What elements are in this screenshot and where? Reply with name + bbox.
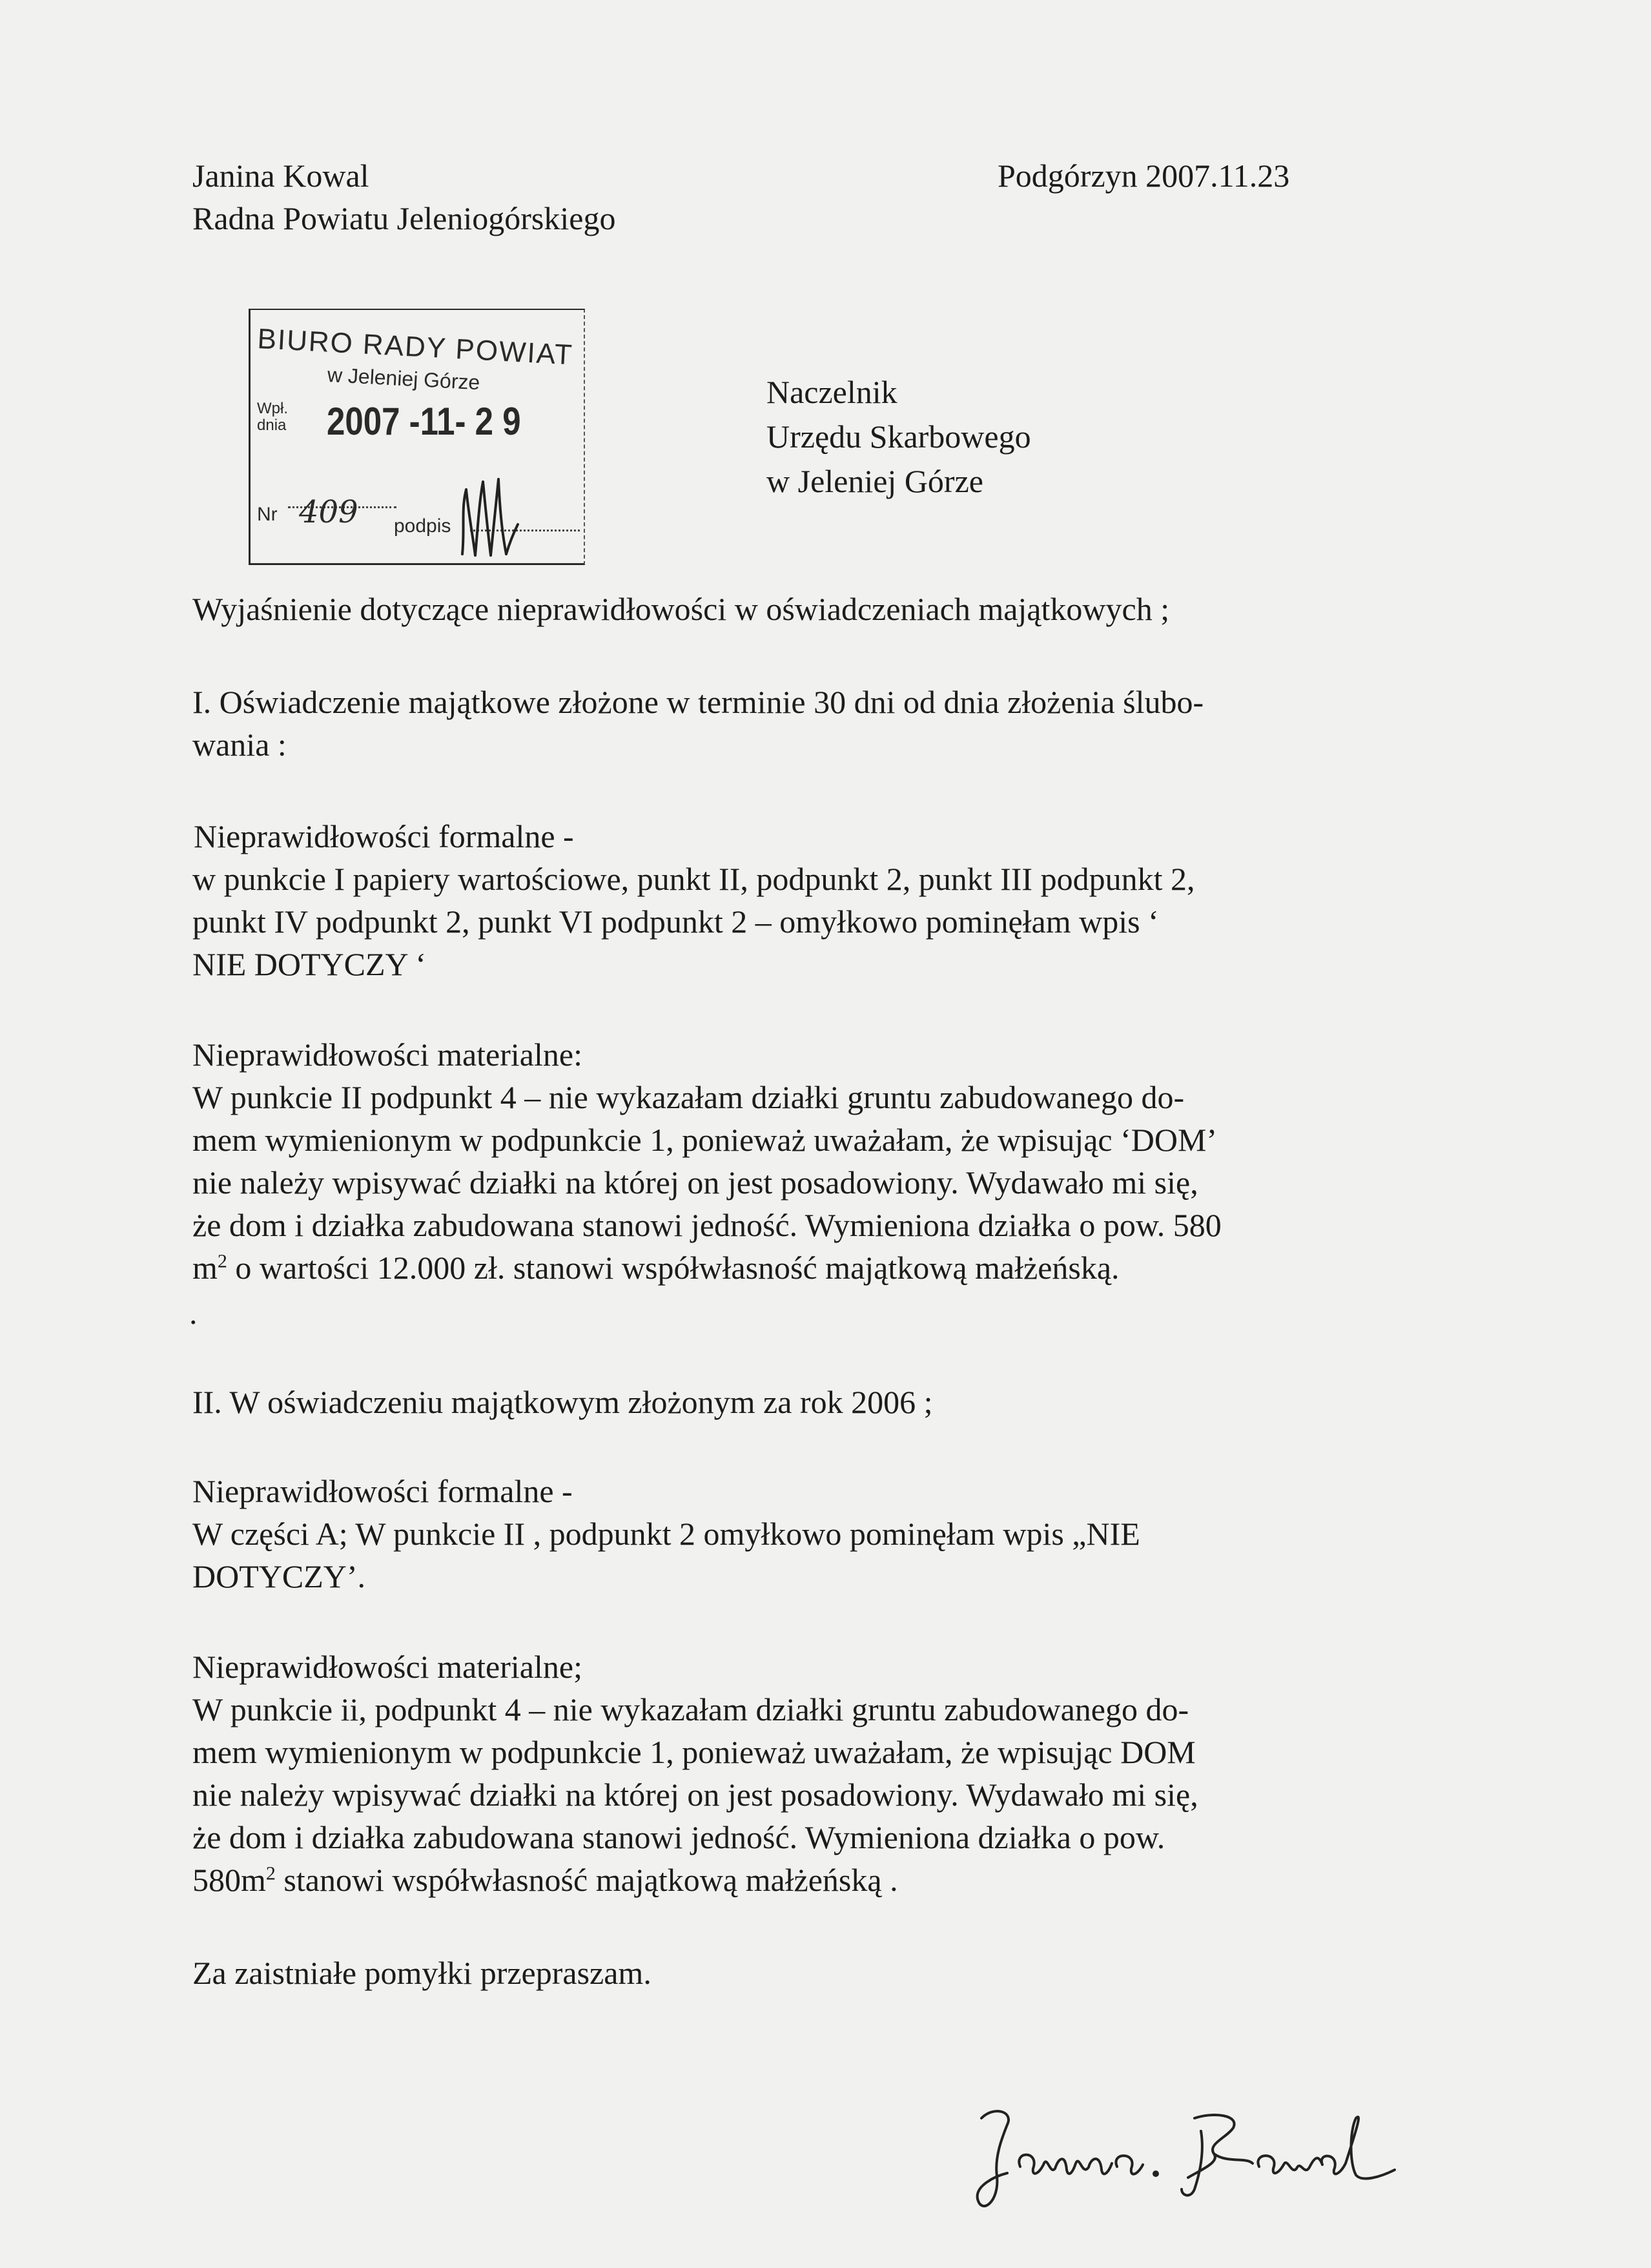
section2-formal-title: Nieprawidłowości formalne -	[192, 1473, 573, 1509]
subject: Wyjaśnienie dotyczące nieprawidłowości w oświadczeniach majątkowych ;	[192, 591, 1170, 627]
section2-heading: II. W oświadczeniu majątkowym złożonym za rok 2006 ;	[192, 1384, 933, 1420]
recipient-line2: Urzędu Skarbowego	[766, 418, 1031, 455]
section1-material-line: że dom i działka zabudowana stanowi jedność. Wymieniona działka o pow. 580	[192, 1207, 1222, 1243]
section1-material-line	[192, 1252, 1120, 1284]
stamp-wpl-label	[257, 400, 288, 434]
registry-stamp	[249, 309, 585, 565]
section1-material-line: W punkcie II podpunkt 4 – nie wykazałam działki gruntu zabudowanego do-	[192, 1079, 1185, 1115]
recipient-line1: Naczelnik	[766, 374, 897, 410]
stamp-nr-value: 409	[299, 494, 358, 530]
stamp-city: w Jeleniej Górze	[327, 363, 481, 395]
section2-material-line: W punkcie ii, podpunkt 4 – nie wykazałam działki gruntu zabudowanego do-	[192, 1691, 1189, 1727]
stamp-podpis-label: podpis	[394, 515, 451, 537]
stamp-date: 2007 -11- 2 9	[327, 400, 521, 443]
stamp-office: BIURO RADY POWIAT	[256, 323, 574, 371]
stamp-nr-label: Nr	[257, 504, 278, 525]
section2-material-line: nie należy wpisywać działki na której on jest posadowiony. Wydawało mi się,	[192, 1777, 1198, 1813]
section1-material-line: mem wymienionym w podpunkcie 1, ponieważ uważałam, że wpisując ‘DOM’	[192, 1122, 1218, 1158]
stamp-initials-icon	[456, 470, 520, 561]
place-date: Podgórzyn 2007.11.23	[998, 158, 1290, 194]
section1-heading-cont: wania :	[192, 727, 287, 763]
section2-m2-sup: 2	[265, 1862, 276, 1884]
section1-m2-sup: 2	[217, 1250, 227, 1272]
section2-material-line	[192, 1864, 898, 1896]
section1-heading: I. Oświadczenie majątkowe złożone w terminie 30 dni od dnia złożenia ślubo-	[192, 684, 1204, 720]
sender-title: Radna Powiatu Jeleniogórskiego	[192, 200, 616, 236]
section2-formal-line: W części A; W punkcie II , podpunkt 2 omyłkowo pominęłam wpis „NIE	[192, 1516, 1140, 1552]
signature-icon	[969, 2092, 1433, 2222]
sender-name: Janina Kowal	[192, 158, 369, 194]
section2-material-title: Nieprawidłowości materialne;	[192, 1649, 582, 1685]
stamp-dnia-text: dnia	[257, 417, 287, 434]
section1-m2-rest: o wartości 12.000 zł. stanowi współwłasność majątkową małżeńską.	[227, 1250, 1120, 1286]
section2-m2-rest: stanowi współwłasność majątkową małżeńską .	[275, 1862, 898, 1898]
section2-material-line: że dom i działka zabudowana stanowi jedność. Wymieniona działka o pow.	[192, 1819, 1165, 1855]
section1-formal-line: w punkcie I papiery wartościowe, punkt II, podpunkt 2, punkt III podpunkt 2,	[192, 861, 1195, 897]
section1-formal-line: NIE DOTYCZY ‘	[192, 946, 426, 982]
closing-line: Za zaistniałe pomyłki przepraszam.	[192, 1955, 651, 1991]
section2-m2-base: 580m	[192, 1862, 266, 1898]
section1-material-line: nie należy wpisywać działki na której on jest posadowiony. Wydawało mi się,	[192, 1164, 1198, 1201]
section1-m2-base: m	[192, 1250, 218, 1286]
section2-formal-line: DOTYCZY’.	[192, 1558, 366, 1594]
section2-material-line: mem wymienionym w podpunkcie 1, ponieważ uważałam, że wpisując DOM	[192, 1734, 1196, 1770]
section1-material-title: Nieprawidłowości materialne:	[192, 1036, 582, 1073]
stray-dot: .	[189, 1295, 198, 1331]
stamp-wpl-text: Wpł.	[257, 400, 288, 417]
section1-formal-title: Nieprawidłowości formalne -	[194, 818, 574, 854]
section1-formal-line: punkt IV podpunkt 2, punkt VI podpunkt 2 – omyłkowo pominęłam wpis ‘	[192, 903, 1159, 940]
recipient-line3: w Jeleniej Górze	[766, 463, 983, 499]
